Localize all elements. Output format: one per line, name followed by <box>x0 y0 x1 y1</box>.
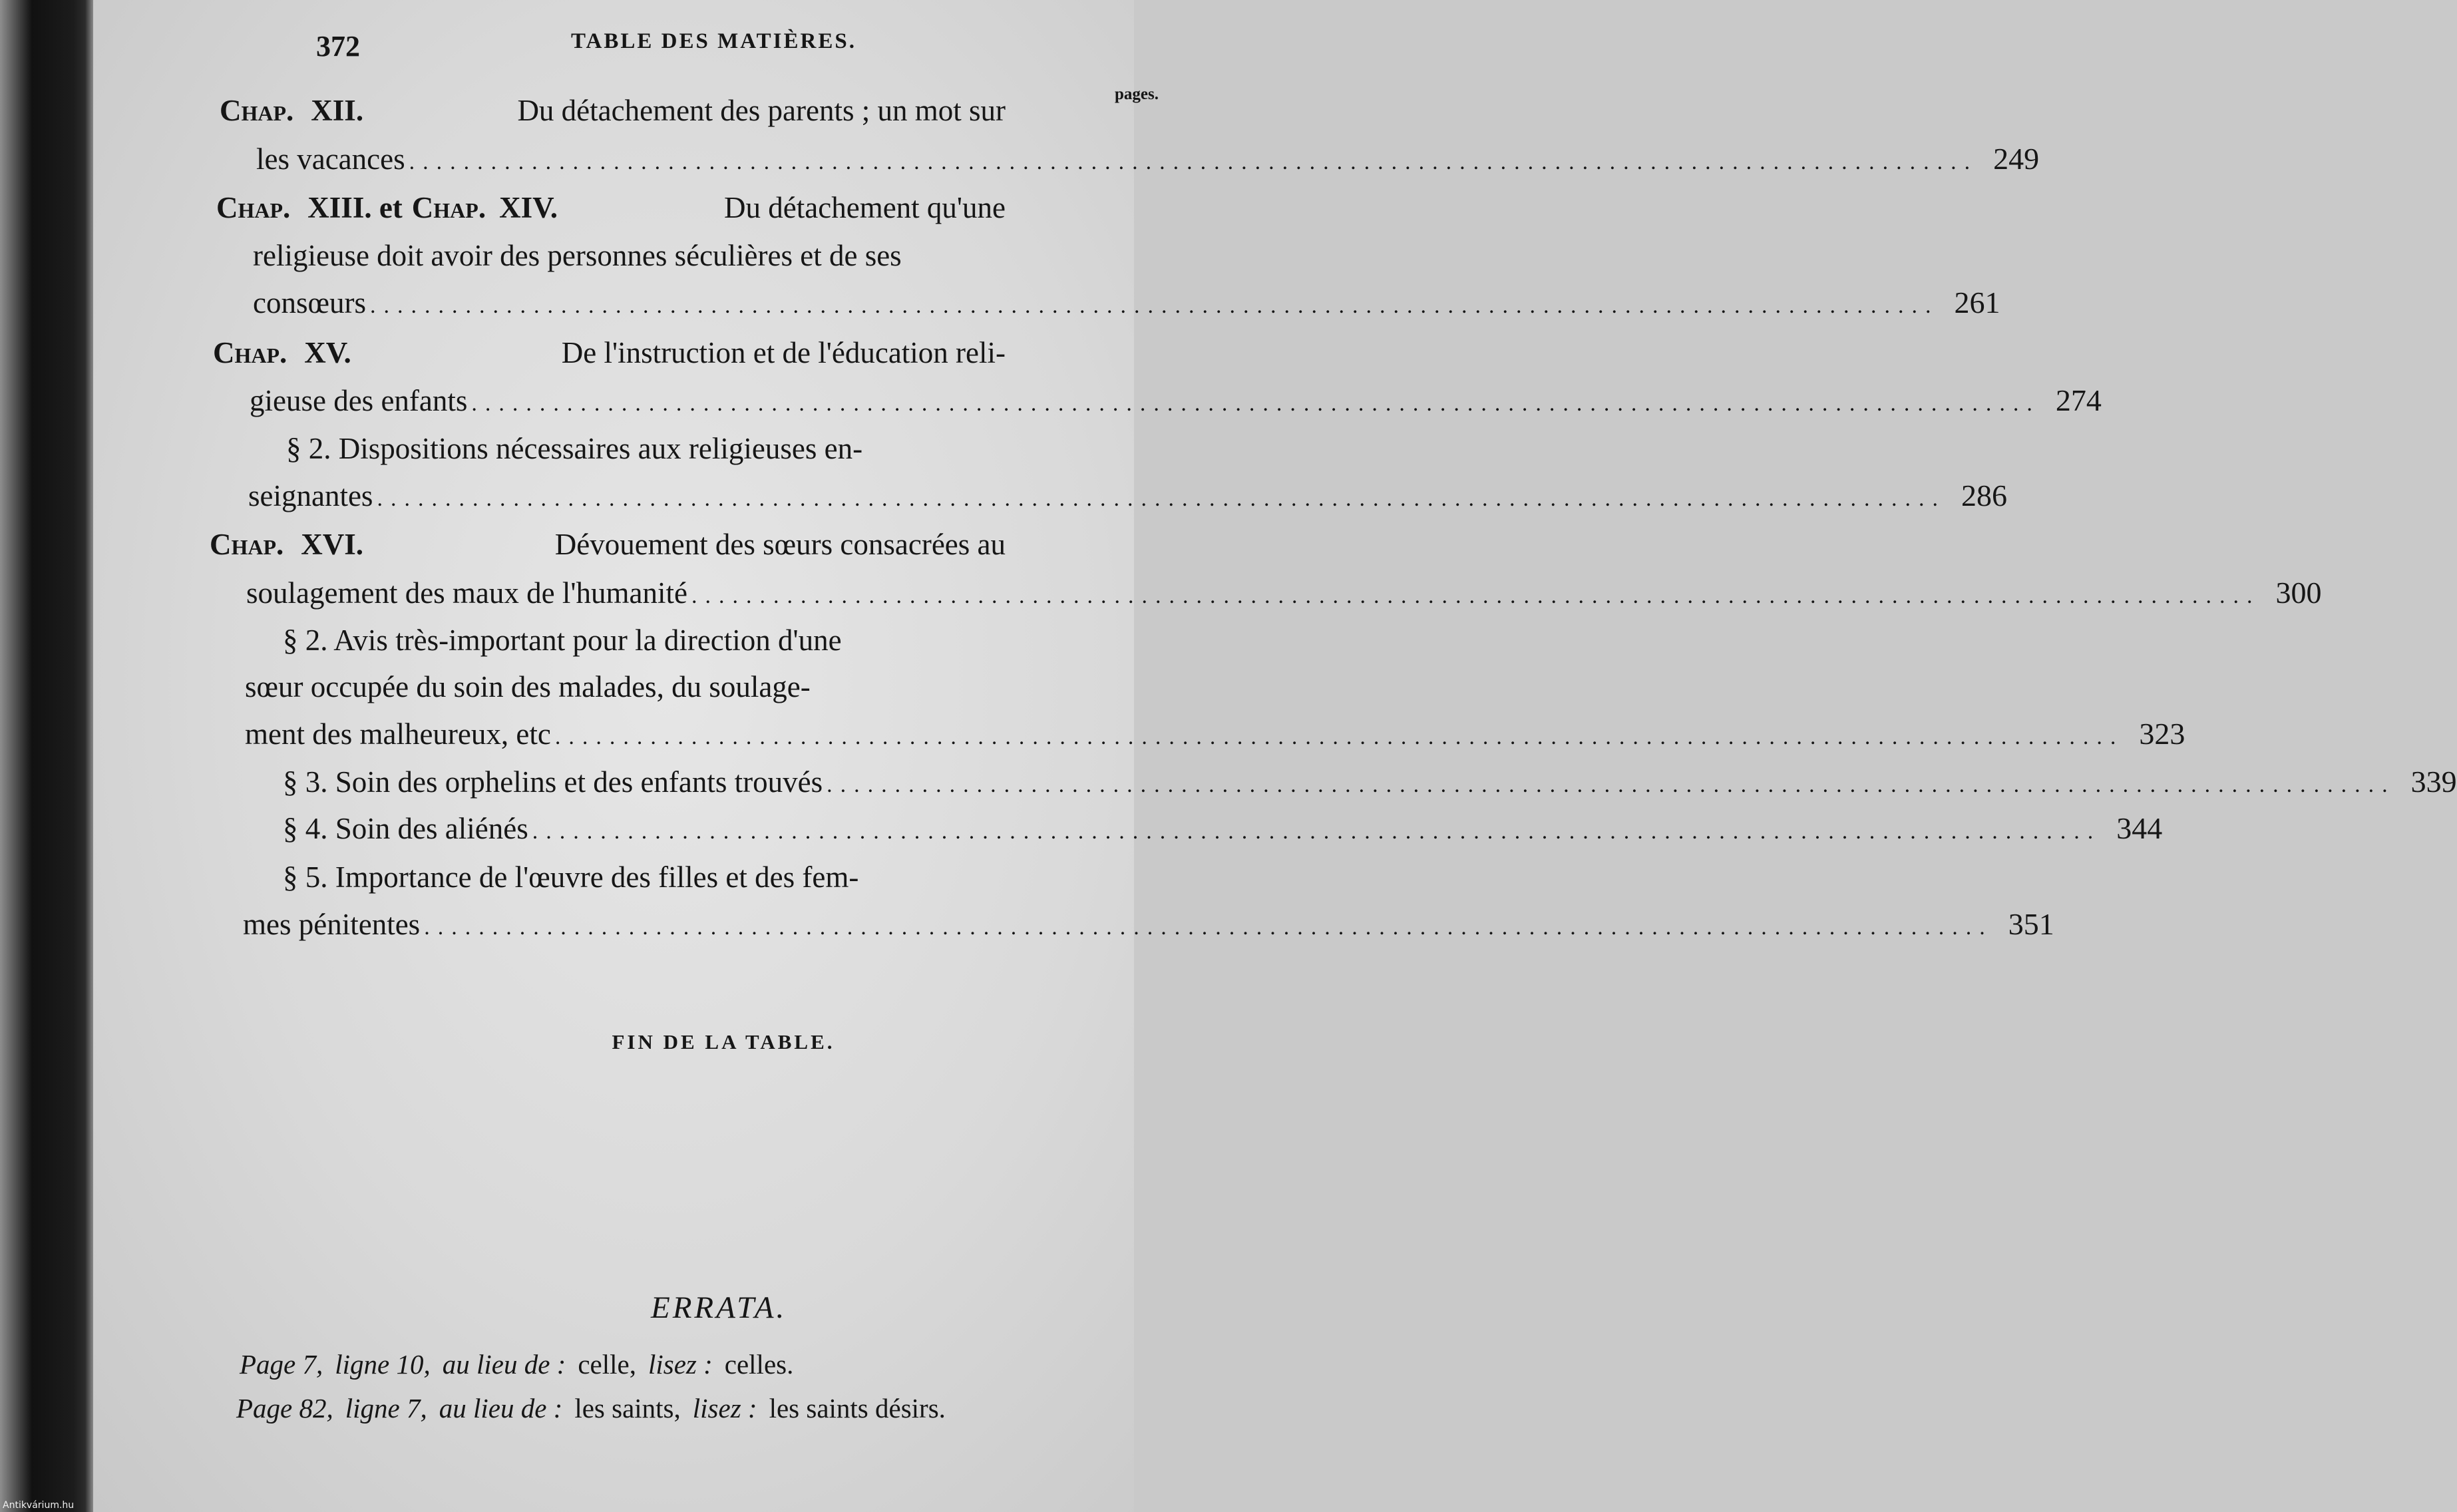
chap-number: XVI. <box>301 528 364 561</box>
toc-entry-chap16-s2-line1 <box>283 623 1006 663</box>
chap15-s2-title-line2: seignantes <box>248 479 373 512</box>
toc-entry-chap16-line1 <box>210 527 1006 567</box>
watermark: Antikvárium.hu <box>3 1500 75 1511</box>
chap16-s2-title-line2: sœur occupée du soin des malades, du soulage- <box>245 670 811 703</box>
chap16-s2-page: 323 <box>2139 717 2185 751</box>
toc-entry-chap16-s5-line2 <box>243 906 2054 946</box>
errata-entry: Page 7, ligne 10, au lieu de : celle, lisez : celles. <box>240 1349 794 1380</box>
chap16-s2-title-line3: ment des malheureux, etc <box>245 717 551 751</box>
dot-leader: ................................................................................................................... <box>369 293 1939 318</box>
chap-label: Chap. <box>213 336 287 369</box>
chap16-page: 300 <box>2275 576 2322 610</box>
toc-entry-chap12-line1 <box>220 93 1006 133</box>
chap16-s5-title-line2: mes pénitentes <box>243 908 421 941</box>
toc-entry-chap15-s2-line2 <box>248 478 2007 518</box>
dot-leader: ................................................................................................................... <box>409 150 1979 174</box>
chap12-page: 249 <box>1993 142 2040 176</box>
toc-entry-chap15-line2 <box>250 383 2102 423</box>
toc-entry-chap16-s5-line1 <box>283 860 1006 900</box>
chap-number: XIII. et <box>307 191 403 224</box>
chap15-s2-title-line1: § 2. Dispositions nécessaires aux religieuses en- <box>286 432 863 465</box>
chap-label: Chap. <box>220 94 294 127</box>
chap12-title-line1: Du détachement des parents ; un mot sur <box>517 94 1006 127</box>
dot-leader: ................................................................................................................... <box>827 773 2396 797</box>
book-spine-shadow <box>0 0 100 1512</box>
chap16-title-line1: Dévouement des sœurs consacrées au <box>554 528 1006 561</box>
chap12-title-line2: les vacances <box>256 142 405 176</box>
dot-leader: ................................................................................................................... <box>691 584 2261 608</box>
errata-entry: Page 82, ligne 7, au lieu de : les saints, lisez : les saints désirs. <box>236 1393 946 1423</box>
chap16-s2-title-line1: § 2. Avis très-important pour la direction d'une <box>283 624 842 657</box>
chap16-s4-page: 344 <box>2116 811 2163 845</box>
dot-leader: ................................................................................................................... <box>471 391 2040 416</box>
chap16-s5-title-line1: § 5. Importance de l'œuvre des filles et des fem- <box>283 860 859 894</box>
dot-leader: ................................................................................................................... <box>554 725 2124 749</box>
errata-title: ERRATA. <box>651 1290 787 1325</box>
chap-label: Chap. <box>216 191 291 224</box>
chap15-title-line2: gieuse des enfants <box>250 384 468 417</box>
toc-entry-chap15-s2-line1 <box>286 431 1006 471</box>
dot-leader: ................................................................................................................... <box>532 819 2102 844</box>
chap-label: Chap. <box>210 528 284 561</box>
pages-column-label: pages. <box>1115 85 1159 103</box>
chap13-14-title-line3: consœurs <box>253 286 366 319</box>
chap13-14-page: 261 <box>1954 285 2000 319</box>
chap-number: XIV. <box>499 191 558 224</box>
chap16-s3-page: 339 <box>2410 765 2457 799</box>
chap16-title-line2: soulagement des maux de l'humanité <box>246 576 687 610</box>
toc-entry-chap16-s4 <box>283 811 2163 850</box>
toc-entry-chap13-14-line1 <box>216 190 1006 230</box>
chap-number: XII. <box>311 94 364 127</box>
chap13-14-title-line1: Du détachement qu'une <box>724 191 1006 224</box>
end-of-table-label: FIN DE LA TABLE. <box>612 1030 835 1053</box>
toc-entry-chap15-line1 <box>213 335 1006 375</box>
toc-entry-chap16-s2-line2 <box>245 669 1006 709</box>
chap15-page: 274 <box>2055 383 2102 417</box>
toc-entry-chap16-s2-line3 <box>245 716 2185 756</box>
toc-entry-chap13-14-line2 <box>253 238 1006 278</box>
running-title: TABLE DES MATIÈRES. <box>571 29 856 53</box>
toc-entry-chap13-14-line3 <box>253 285 2000 325</box>
dot-leader: ................................................................................................................... <box>377 486 1946 511</box>
toc-entry-chap16-s3 <box>283 764 2457 804</box>
chap13-14-title-line2: religieuse doit avoir des personnes séculières et de ses <box>253 239 902 272</box>
toc-entry-chap16-line2 <box>246 575 2322 615</box>
chap16-s5-page: 351 <box>2008 907 2054 941</box>
page-number: 372 <box>316 30 360 63</box>
chap15-title-line1: De l'instruction et de l'éducation reli- <box>561 336 1006 369</box>
book-page <box>93 0 2457 1512</box>
chap-label: Chap. <box>411 191 486 224</box>
chap16-s4-title: § 4. Soin des aliénés <box>283 812 528 845</box>
dot-leader: ................................................................................................................... <box>424 915 1993 940</box>
chap-number: XV. <box>304 336 351 369</box>
chap16-s3-title: § 3. Soin des orphelins et des enfants trouvés <box>283 765 823 799</box>
toc-entry-chap12-line2 <box>256 141 2040 181</box>
chap15-s2-page: 286 <box>1961 478 2007 512</box>
